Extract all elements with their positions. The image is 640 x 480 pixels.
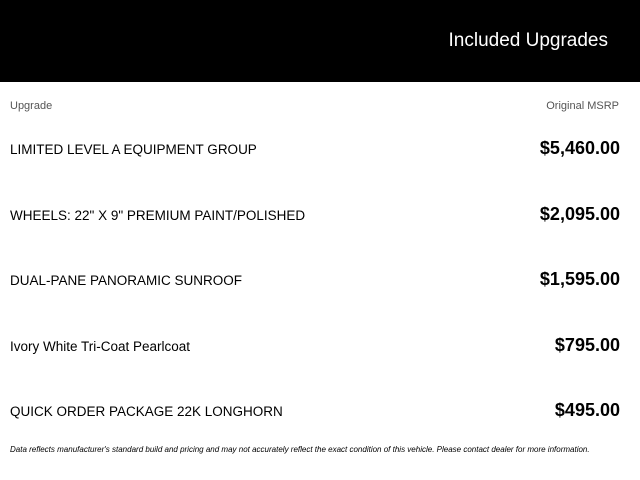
upgrade-row xyxy=(10,136,620,162)
upgrade-row xyxy=(10,267,620,293)
disclaimer-text: Data reflects manufacturer's standard build and pricing and may not accurately reflect the exact condition of this vehicle. Please contact dealer for more information. xyxy=(10,445,590,454)
upgrade-price: $495.00 xyxy=(554,400,620,420)
upgrade-row xyxy=(10,333,620,359)
upgrade-price: $5,460.00 xyxy=(539,138,620,158)
upgrade-name: DUAL-PANE PANORAMIC SUNROOF xyxy=(10,273,243,288)
column-header-upgrade: Upgrade xyxy=(10,100,53,112)
upgrade-name: Ivory White Tri-Coat Pearlcoat xyxy=(10,339,191,354)
upgrade-price: $1,595.00 xyxy=(539,269,620,289)
upgrade-name: QUICK ORDER PACKAGE 22K LONGHORN xyxy=(10,404,283,419)
upgrade-name: WHEELS: 22" X 9" PREMIUM PAINT/POLISHED xyxy=(10,208,306,223)
upgrade-name: LIMITED LEVEL A EQUIPMENT GROUP xyxy=(10,142,257,157)
upgrade-row xyxy=(10,398,620,424)
header-bar xyxy=(0,0,640,82)
upgrade-price: $2,095.00 xyxy=(539,204,620,224)
page-title: Included Upgrades xyxy=(448,30,608,51)
upgrade-row xyxy=(10,202,620,228)
upgrade-price: $795.00 xyxy=(554,335,620,355)
column-header-msrp: Original MSRP xyxy=(546,100,619,112)
